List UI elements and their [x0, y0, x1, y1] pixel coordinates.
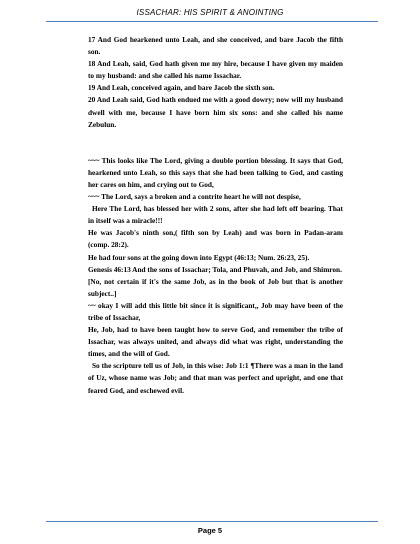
page-header-title: ISSACHAR: HIS SPIRIT & ANOINTING — [136, 8, 284, 17]
commentary-paragraph: Here The Lord, has blessed her with 2 sons, after she had left off bearing. That in itself was a miracle!!! — [88, 204, 343, 226]
verse-17: 17 And God hearkened unto Leah, and she conceived, and bare Jacob the fifth son. — [88, 35, 343, 57]
paragraph-spacer — [88, 143, 343, 155]
scripture-quote: Genesis 46:13 And the sons of Issachar; Tola, and Phuvah, and Job, and Shimron. — [88, 264, 342, 274]
verse-20: 20 And Leah said, God hath endued me with a good dowry; now will my husband dwell with me, because I have born him six sons: and she called his name Zebulun. — [88, 95, 343, 129]
commentary-paragraph: ~~~ The Lord, says a broken and a contrite heart he will not despise, — [88, 192, 301, 202]
verse-18: 18 And Leah, said, God hath given me my hire, because I have given my maiden to my husband: and she called his name Issachar. — [88, 59, 343, 81]
commentary-paragraph: He, Job, had to have been taught how to serve God, and remember the tribe of Issachar, was always united, and always did what was right, understanding the times, and the will of God. — [88, 325, 343, 359]
page-number: Page 5 — [192, 525, 228, 537]
page-body — [88, 34, 343, 397]
commentary-paragraph: He was Jacob's ninth son,( fifth son by Leah) and was born in Padan-aram (comp. 28:2). — [88, 228, 343, 250]
page-footer — [0, 520, 420, 538]
commentary-paragraph: ~~~ This looks like The Lord, giving a double portion blessing. It says that God, hearkened unto Leah, so this says that she had been talking to God, and casting her cares on him, and crying out to God, — [88, 155, 343, 189]
commentary-paragraph: So the scripture tell us of Job, in this wise: Job 1:1 ¶There was a man in the land of Uz, whose name was Job; and that man was perfect and upright, and one that feared God, and eschewed evil. — [88, 361, 343, 395]
header-divider — [46, 21, 378, 22]
verse-19: 19 And Leah, conceived again, and bare Jacob the sixth son. — [88, 83, 275, 93]
commentary-paragraph: He had four sons at the going down into Egypt (46:13; Num. 26:23, 25). — [88, 252, 310, 262]
commentary-paragraph: ~~ okay I will add this little bit since it is significant,, Job may have been of the tribe of Issachar, — [88, 300, 343, 322]
paragraph-spacer — [88, 131, 343, 143]
commentary-paragraph: [No, not certain if it's the same Job, as in the book of Job but that is another subject..] — [88, 276, 343, 298]
